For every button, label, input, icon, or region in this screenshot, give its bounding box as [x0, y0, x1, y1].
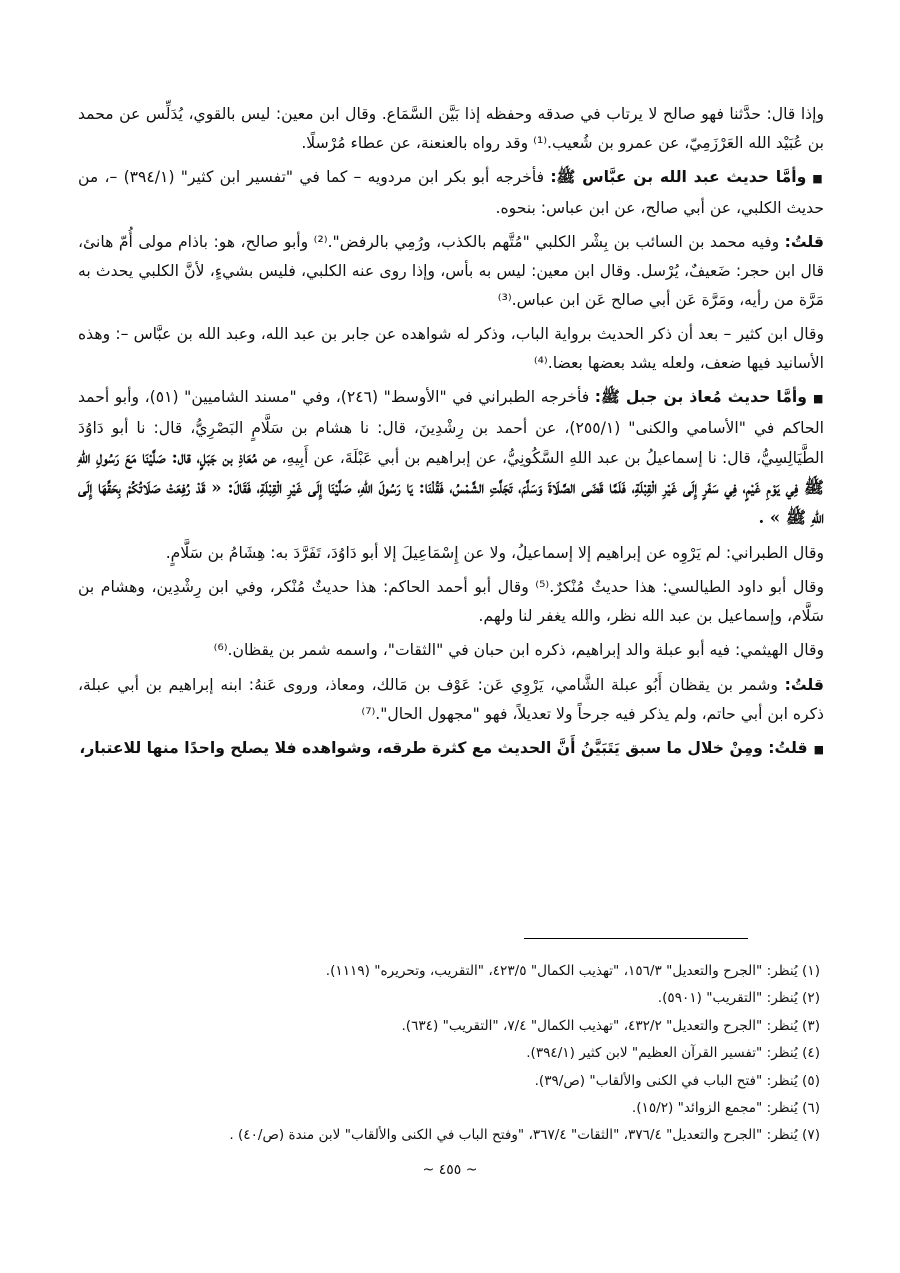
- section-lead: وأمَّا حديث عبد الله بن عبَّاس ﷺ:: [550, 168, 807, 187]
- paragraph-text: وقال الهيثمي: فيه أبو عبلة والد إبراهيم، ذكره ابن حبان في "الثقات"، واسمه شمر بن يقظان.⁽⁶⁾: [213, 641, 824, 660]
- footnotes: [130, 958, 820, 1150]
- footnote: (٧) يُنظر: "الجرح والتعديل" ٣٧٦/٤، "الثقات" ٣٦٧/٤، "وفتح الباب في الكنى والألقاب" لابن مندة (ص/٤٠) .: [229, 1127, 820, 1144]
- paragraph-ibn-kathir: [78, 320, 824, 377]
- footnote: (٣) يُنظر: "الجرح والتعديل" ٤٣٢/٢، "تهذيب الكمال" ٧/٤، "التقريب" (٦٣٤).: [401, 1017, 820, 1034]
- paragraph-text: وقال أبو داود الطيالسي: هذا حديثٌ مُنْكرٌ.⁽⁵⁾ وقال أبو أحمد الحاكم: هذا حديثٌ مُنْكر، وفي ابن رِشْدِين، وهشام بن سَلَّام، وإسماعيل بن عبد الله نظر، والله يغفر لنا ولهم.: [78, 578, 825, 625]
- paragraph-opening: [78, 100, 824, 157]
- paragraph-text: فأخرجه أبو بكر ابن مردويه – كما في "تفسير ابن كثير" (٣٩٤/١) –، من حديث الكلبي، عن أبي صالح، عن ابن عباس: بنحوه.: [78, 168, 824, 217]
- paragraph-text: وفيه محمد بن السائب بن بِشْر الكلبي "مُتَّهم بالكذب، ورُمِي بالرفض".⁽²⁾ وأبو صالح، هو: باذام مولى أُمّ هانئ، قال ابن حجر: ضَعيفٌ، يُرْسل. وقال ابن معين: ليس به بأس، وإذا روى عنه الكلبي، فليس بشيءٍ، لأنَّ الكلبي يحدث به مَرَّة من رأيه، ومَرَّة عَن أبي صالح عَن ابن عباس.⁽³⁾: [78, 233, 824, 309]
- paragraph-muadh-hadith: [78, 383, 824, 532]
- paragraph-shamir: [78, 671, 824, 728]
- footnote: (٤) يُنظر: "تفسير القرآن العظيم" لابن كثير (٣٩٤/١).: [526, 1045, 820, 1062]
- bullet-icon: ■: [812, 392, 824, 406]
- footnote: (٢) يُنظر: "التقريب" (٥٩٠١).: [657, 990, 820, 1007]
- paragraph-text: وقال ابن كثير – بعد أن ذكر الحديث برواية الباب، وذكر له شواهده عن جابر بن عبد الله، وعبد الله بن عبَّاس –: وهذه الأسانيد فيها ضعف، ولعله يشد بعضها بعضا.⁽⁴⁾: [78, 325, 824, 372]
- footnote: (٦) يُنظر: "مجمع الزوائد" (١٥/٢).: [631, 1100, 820, 1117]
- hadith-text: عن مُعَاذِ بن جَبَلٍ، قال: صَلَّيْنَا مَعَ رَسُولِ اللهِ ﷺ فِي يَوْمِ غَيْمٍ، فِي سَفَرٍ إِلَى غَيْرِ الْقِبْلَةِ، فَلَمَّا قَضَى الصَّلَاةَ وَسَلَّمَ، تَجَلَّتِ الشَّمْسُ، فَقُلْنَا: يَا رَسُولَ اللهِ، صَلَّيْنَا إِلَى غَيْرِ الْقِبْلَةِ، فَقَالَ: « قَدْ رُفِعَتْ صَلَاتُكُمْ بِحَقِّهَا إِلَى اللهِ ﷺ » .: [78, 447, 824, 527]
- page-body: [78, 100, 824, 771]
- footnote: (٥) يُنظر: "فتح الباب في الكنى والألقاب" (ص/٣٩).: [534, 1072, 820, 1089]
- qultu-lead: قلتُ:: [784, 675, 824, 694]
- page-number: ~ ٤٥٥ ~: [422, 1162, 478, 1178]
- paragraph-haythami: [78, 636, 824, 665]
- paragraph-text: قلتُ: ومِنْ خلال ما سبق يَتَبَيَّنُ أَنَّ الحديث مع كثرة طرقه، وشواهده فلا يصلح واحدًا منها للاعتبار،: [79, 739, 808, 758]
- footnote: (١) يُنظر: "الجرح والتعديل" ١٥٦/٣، "تهذيب الكمال" ٤٢٣/٥، "التقريب، وتحريره" (١١١٩).: [325, 963, 820, 979]
- paragraph-tabarani: [78, 539, 824, 568]
- paragraph-conclusion: [78, 734, 824, 765]
- paragraph-tayalisi: [78, 573, 824, 630]
- paragraph-text: فأخرجه الطبراني في "الأوسط" (٢٤٦)، وفي "مسند الشاميين" (٥١)، وأبو أحمد الحاكم في "الأسامي والكنى" (٢٥٥/١)، عن أحمد بن رِشْدِينَ، قال: نا هشام بن سَلَّامٍ البَصْرِيُّ، قال: نا أبو دَاوُدَ الطَّيَالِسِيُّ، قال: نا إسماعيلُ بن عبد اللهِ السَّكُونِيُّ، عن إبراهيم بن أبي عَبْلَةَ، عن أَبِيهِ،: [78, 388, 825, 467]
- section-lead: وأمَّا حديث مُعاذ بن جبل ﷺ:: [594, 388, 807, 407]
- bullet-icon: ■: [812, 172, 824, 186]
- paragraph-ibn-abbas-hadith: [78, 163, 824, 222]
- qultu-lead: قلتُ:: [784, 233, 824, 252]
- paragraph-text: وشمر بن يقظان أَبُو عبلة الشَّامي، يَرْوِي عَن: عَوْف بن مَالك، ومعاذ، وروى عَنهُ: ابنه إبراهيم بن أبي عبلة، ذكره ابن أبي حاتم، ولم يذكر فيه جرحاً ولا تعديلاً، فهو "مجهول الحال".⁽⁷⁾: [78, 675, 824, 723]
- paragraph-kalbi: [78, 228, 824, 314]
- footnote-separator: [524, 938, 748, 939]
- bullet-icon: ■: [813, 743, 824, 757]
- paragraph-text: وإذا قال: حدَّثنا فهو صالح لا يرتاب في صدقه وحفظه إذا بَيَّن السَّمَاع. وقال ابن معين: ليس بالقوي، يُدَلِّس عن محمد بن عُبَيْد الله العَرْزَمِيّ، عن عمرو بن شُعيب.⁽¹⁾ وقد رواه بالعنعنة، عن عطاء مُرْسلًا.: [78, 105, 824, 152]
- paragraph-text: وقال الطبراني: لم يَرْوِه عن إبراهيم إلا إسماعيلُ، ولا عن إِسْمَاعِيلَ إلا أبو دَاوُدَ، تَفَرَّدَ به: هِشَامُ بن سَلَّامٍ.: [165, 543, 824, 562]
